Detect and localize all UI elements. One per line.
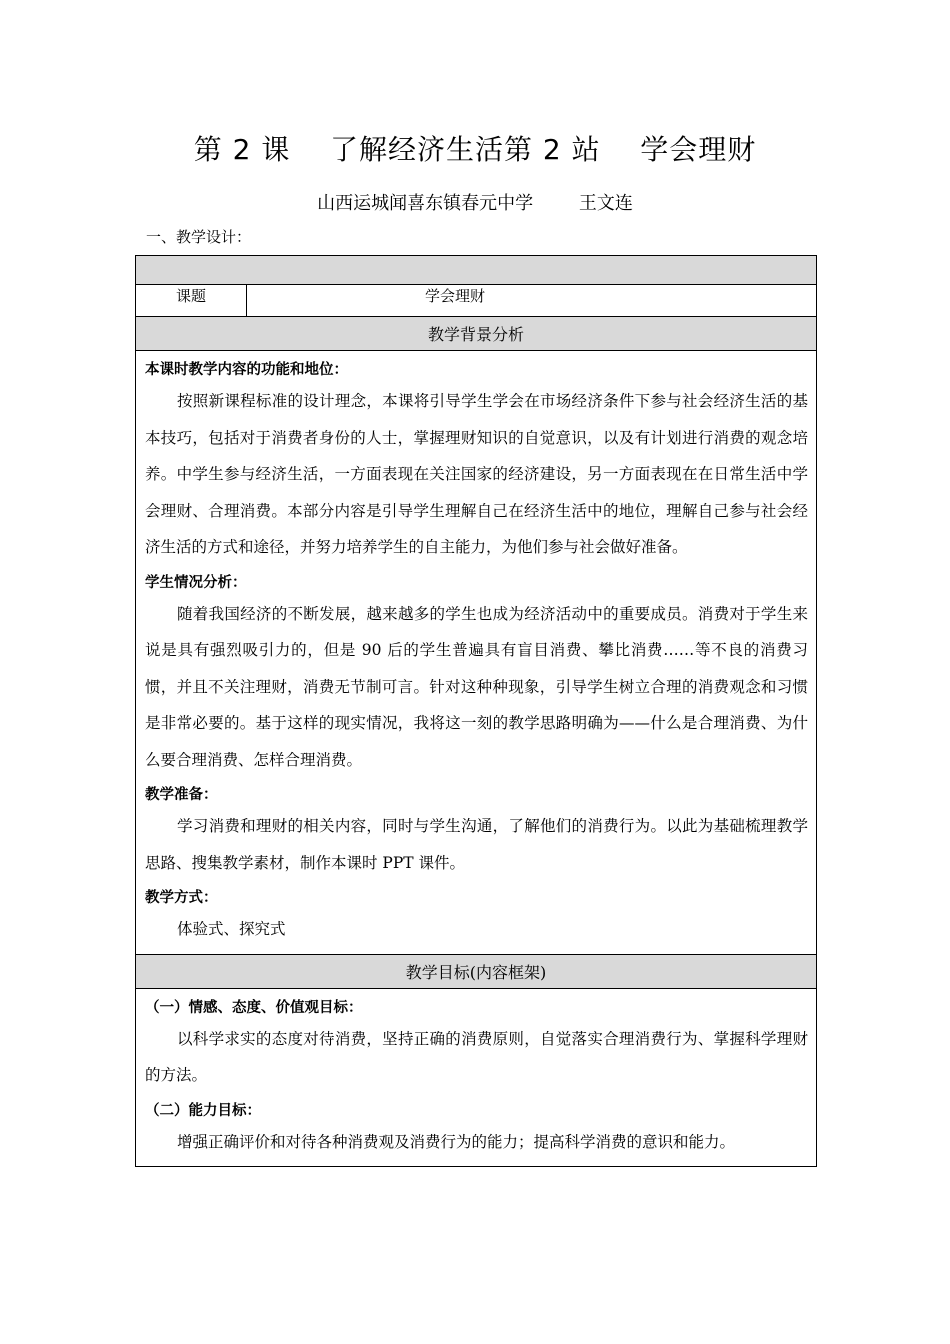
goals-content bbox=[136, 988, 817, 1167]
goal-heading: （二）能力目标： bbox=[145, 1102, 261, 1119]
background-header: 教学背景分析 bbox=[136, 317, 817, 351]
goal-ability bbox=[145, 1098, 808, 1161]
block-heading: 教学方式： bbox=[145, 890, 218, 906]
goal-heading: （一）情感、态度、价值观目标： bbox=[145, 999, 363, 1016]
lesson-design-table bbox=[135, 255, 817, 1167]
document-title: 第 2 课 了解经济生活第 2 站 学会理财 bbox=[193, 133, 757, 166]
topic-label: 课题 bbox=[136, 285, 247, 317]
block-text: 随着我国经济的不断发展，越来越多的学生也成为经济活动中的重要成员。消费对于学生来说是具有强烈吸引力的，但是 90 后的学生普遍具有盲目消费、攀比消费……等不良的消费习惯，并且不关注理财，消费无节制可言。针对这种种现象，引导学生树立合理的消费观念和习惯是非常必要的。基于这样的现实情况，我将这一刻的教学思路明确为——什么是合理消费、为什么要合理消费、怎样合理消费。 bbox=[145, 604, 808, 769]
block-text: 学习消费和理财的相关内容，同时与学生沟通，了解他们的消费行为。以此为基础梳理教学思路、搜集教学素材，制作本课时 PPT 课件。 bbox=[145, 817, 808, 872]
block-heading: 本课时教学内容的功能和地位： bbox=[145, 362, 348, 378]
block-students bbox=[145, 570, 808, 779]
author-line: 山西运城闻喜东镇春元中学 王文连 bbox=[317, 193, 633, 214]
goals-header-row bbox=[136, 954, 817, 988]
goals-header: 教学目标(内容框架) bbox=[136, 954, 817, 988]
background-content bbox=[136, 351, 817, 955]
goals-content-row bbox=[136, 988, 817, 1167]
background-header-row bbox=[136, 317, 817, 351]
goal-emotion bbox=[145, 995, 808, 1094]
topic-row bbox=[136, 285, 817, 317]
topic-value: 学会理财 bbox=[247, 285, 817, 317]
top-grey-bar bbox=[136, 256, 817, 285]
goal-text: 以科学求实的态度对待消费，坚持正确的消费原则，自觉落实合理消费行为、掌握科学理财的方法。 bbox=[145, 1029, 808, 1084]
block-text: 按照新课程标准的设计理念，本课将引导学生学会在市场经济条件下参与社会经济生活的基本技巧，包括对于消费者身份的人士，掌握理财知识的自觉意识，以及有计划进行消费的观念培养。中学生参与经济生活，一方面表现在关注国家的经济建设，另一方面表现在在日常生活中学会理财、合理消费。本部分内容是引导学生理解自己在经济生活中的地位，理解自己参与社会经济生活的方式和途径，并努力培养学生的自主能力，为他们参与社会做好准备。 bbox=[145, 392, 808, 556]
goal-text: 增强正确评价和对待各种消费观及消费行为的能力；提高科学消费的意识和能力。 bbox=[177, 1132, 736, 1151]
block-text: 体验式、探究式 bbox=[177, 920, 286, 938]
section-label: 一、教学设计： bbox=[146, 228, 252, 246]
block-method bbox=[145, 885, 808, 948]
block-heading: 学生情况分析： bbox=[145, 574, 247, 591]
block-heading: 教学准备： bbox=[145, 787, 218, 803]
background-content-row bbox=[136, 351, 817, 955]
block-preparation bbox=[145, 782, 808, 881]
block-function bbox=[145, 357, 808, 566]
